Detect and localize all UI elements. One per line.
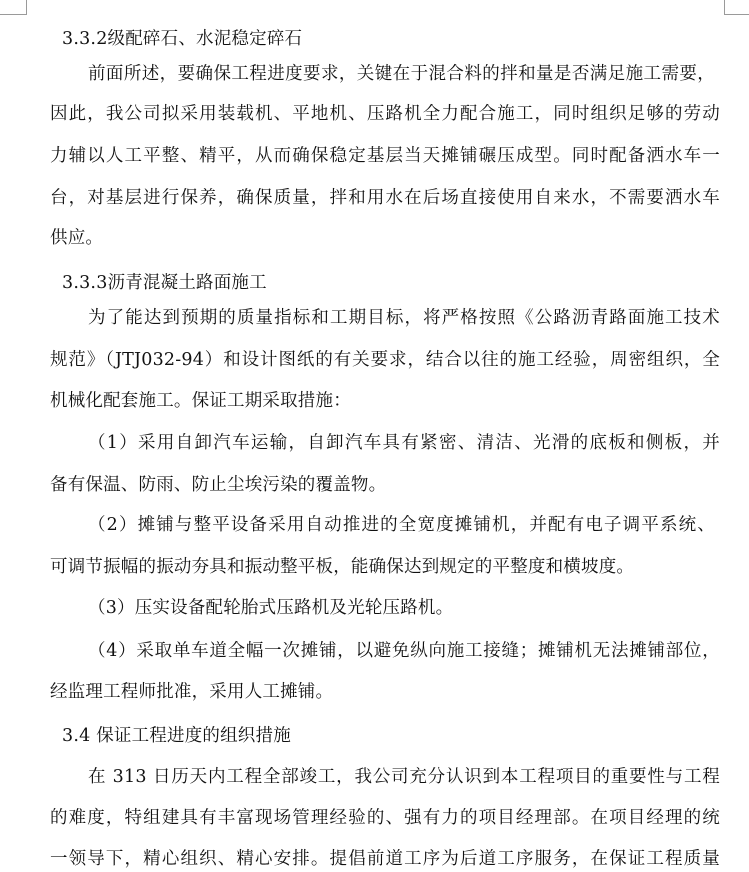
crop-mark-top-right (724, 0, 749, 15)
paragraph-line: 为了能达到预期的质量指标和工期目标，将严格按照《公路沥青路面施工技术 (88, 308, 720, 328)
list-item-line: 可调节振幅的振动夯具和振动整平板，能确保达到规定的平整度和横坡度。 (50, 557, 635, 577)
section-heading-3-3-2: 3.3.2级配碎石、水泥稳定碎石 (62, 29, 303, 49)
paragraph-line: 机械化配套施工。保证工期采取措施： (50, 391, 351, 411)
paragraph-line: 规范》（JTJ032-94）和设计图纸的有关要求，结合以往的施工经验，周密组织，全 (50, 350, 720, 370)
list-item-line: （4）采取单车道全幅一次摊铺，以避免纵向施工接缝；摊铺机无法摊铺部位， (88, 641, 720, 661)
crop-mark-top-left (0, 0, 27, 15)
section-heading-3-3-3: 3.3.3沥青混凝土路面施工 (62, 273, 267, 293)
paragraph-line: 前面所述，要确保工程进度要求，关键在于混合料的拌和量是否满足施工需要， (88, 64, 715, 84)
list-item-line: （2）摊铺与整平设备采用自动推进的全宽度摊铺机，并配有电子调平系统、 (88, 515, 715, 535)
paragraph-line: 供应。 (50, 228, 104, 248)
paragraph-line: 台，对基层进行保养，确保质量，拌和用水在后场直接使用自来水，不需要洒水车 (50, 188, 720, 208)
section-heading-3-4: 3.4 保证工程进度的组织措施 (62, 726, 291, 746)
paragraph-line: 力辅以人工平整、精平，从而确保稳定基层当天摊铺碾压成型。同时配备洒水车一 (50, 146, 720, 166)
paragraph-line: 因此，我公司拟采用装载机、平地机、压路机全力配合施工，同时组织足够的劳动 (50, 104, 720, 124)
paragraph-line: 在 313 日历天内工程全部竣工，我公司充分认识到本工程项目的重要性与工程 (88, 767, 720, 787)
list-item-line: 经监理工程师批准，采用人工摊铺。 (50, 682, 334, 702)
paragraph-line: 的难度，特组建具有丰富现场管理经验的、强有力的项目经理部。在项目经理的统 (50, 808, 720, 828)
list-item-line: （3）压实设备配轮胎式压路机及光轮压路机。 (88, 598, 454, 618)
list-item-line: （1）采用自卸汽车运输，自卸汽车具有紧密、清洁、光滑的底板和侧板，并 (88, 433, 720, 453)
list-item-line: 备有保温、防雨、防止尘埃污染的覆盖物。 (50, 475, 387, 495)
paragraph-line: 一领导下，精心组织、精心安排。提倡前道工序为后道工序服务，在保证工程质量 (50, 849, 720, 869)
